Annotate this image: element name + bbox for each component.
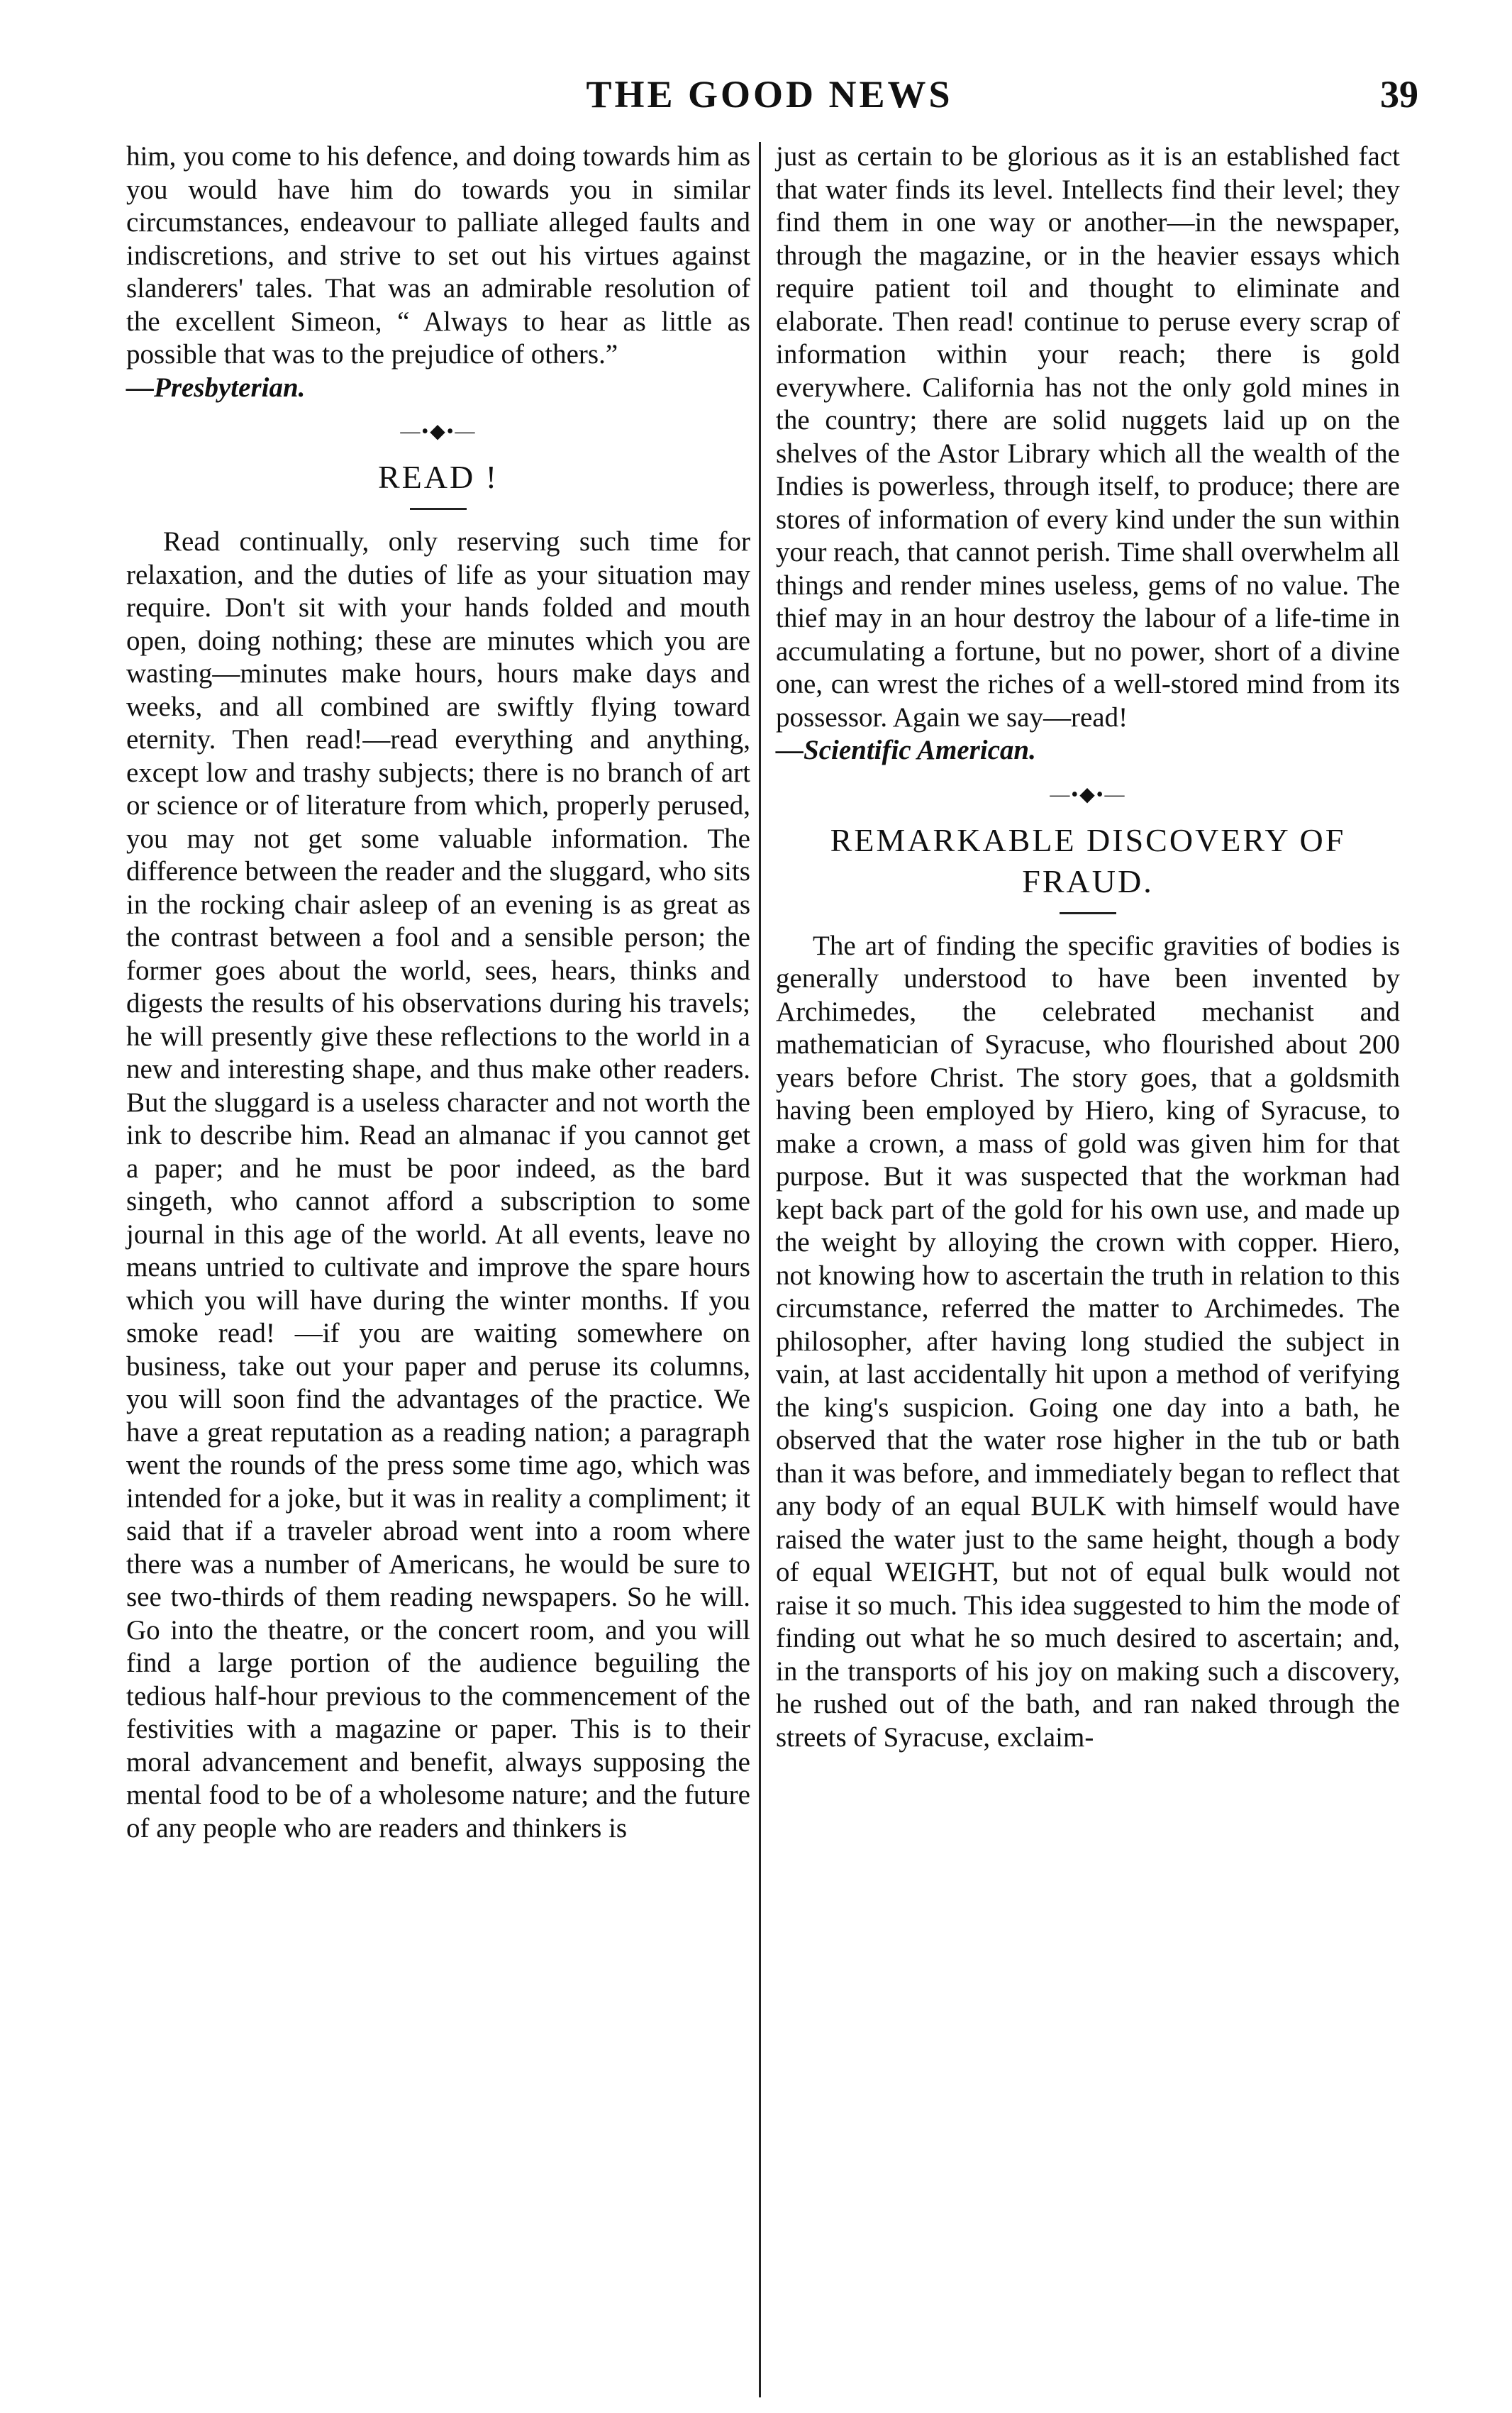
page-number: 39 (1380, 73, 1418, 116)
section-ornament: —•◆•— (1050, 783, 1126, 806)
section-ornament: —•◆•— (400, 421, 477, 443)
continued-paragraph-read: just as certain to be glorious as it is an established fact that water finds its level. Intellects find their level; they find them in one way or another—in the newspaper, through the magazine, or in the heavier essays which require patient toil and thought to eliminate and elaborate. Then read! continue to peruse every scrap of information within your reach; there is gold everywhere. California has not the only gold mines in the country; there are solid nuggets laid up on the shelves of the Astor Library which all the wealth of the Indies is powerless, through itself, to produce; there are stores of information of every kind under the sun within your reach, that cannot perish. Time shall overwhelm all things and render mines useless, gems of no value. The thief may in an hour destroy the labour of a life-time in accumulating a fortune, but no power, short of a divine one, can wrest the riches of a well-stored mind from its possessor. Again we say—read! (776, 141, 1400, 733)
left-column (126, 140, 750, 1845)
article-heading-fraud: REMARKABLE DISCOVERY OF FRAUD. (830, 821, 1346, 899)
attribution-presbyterian: —Presbyterian. (126, 372, 306, 403)
article-heading-read: READ ! (377, 459, 499, 495)
right-column (776, 140, 1400, 1754)
article-body-read: Read continually, only reserving such time for relaxation, and the duties of life as your situation may require. Don't sit with your hands folded and mouth open, doing nothing; these are minutes which you are wasting—minutes make hours, hours make days and weeks, and all combined are swiftly flying toward eternity. Then read!—read everything and anything, except low and trashy subjects; there is no branch of art or science or of literature from which, properly perused, you may not get some valuable information. The difference between the reader and the sluggard, who sits in the rocking chair asleep of an evening is as great as the contrast between a fool and a sensible person; the former goes about the world, sees, hears, thinks and digests the results of his observations during his travels; he will presently give these reflections to the world in a new and interesting shape, and thus make other readers. But the sluggard is a useless character and not worth the ink to describe him. Read an almanac if you cannot get a paper; and he must be poor indeed, as the bard singeth, who cannot afford a subscription to some journal in this age of the world. At all events, leave no means untried to cultivate and improve the spare hours which you will have during the winter months. If you smoke read! —if you are waiting somewhere on business, take out your paper and peruse its columns, you will soon find the advantages of the practice. We have a great reputation as a reading nation; a paragraph went the rounds of the press some time ago, which was intended for a joke, but it was in reality a compliment; it said that if a traveler abroad went into a room where there was a number of Americans, he would be sure to see two-thirds of them reading newspapers. So he will. Go into the theatre, or the concert room, and you will find a large portion of the audience beguiling the tedious half-hour previous to the commencement of the festivities with a magazine or paper. This is to their moral advancement and benefit, always supposing the mental food to be of a wholesome nature; and the future of any people who are readers and thinkers is (126, 526, 750, 1843)
attribution-scientific-american: —Scientific American. (776, 735, 1036, 765)
newspaper-title: THE GOOD NEWS (586, 73, 953, 116)
continued-paragraph: him, you come to his defence, and doing towards him as you would have him do towards you in similar circumstances, endeavour to palliate alleged faults and indiscretions, and strive to set out his virtues against slanderers' tales. That was an admirable resolution of the excellent Simeon, “ Always to hear as little as possible that was to the prejudice of others.” (126, 141, 750, 370)
page-header (121, 72, 1418, 136)
heading-rule (410, 508, 467, 510)
heading-rule (1060, 912, 1116, 914)
column-divider (759, 142, 761, 2397)
article-body-fraud: The art of finding the specific gravities of bodies is generally understood to have been invented by Archimedes, the celebrated mechanist and mathematician of Syracuse, who flourished about 200 years before Christ. The story goes, that a goldsmith having been employed by Hiero, king of Syracuse, to make a crown, a mass of gold was given him for that purpose. But it was suspected that the workman had kept back part of the gold for his own use, and made up the weight by alloying the crown with copper. Hiero, not knowing how to ascertain the truth in relation to this circumstance, referred the matter to Archimedes. The philosopher, after having long studied the subject in vain, at last accidentally hit upon a method of verifying the king's suspicion. Going one day into a bath, he observed that the water rose higher in the tub or bath than it was before, and immediately began to reflect that any body of an equal BULK with himself would have raised the water just to the same height, though a body of equal WEIGHT, but not of equal bulk would not raise it so much. This idea suggested to him the mode of finding out what he so much desired to ascertain; and, in the transports of his joy on making such a discovery, he rushed out of the bath, and ran naked through the streets of Syracuse, exclaim- (776, 930, 1400, 1753)
